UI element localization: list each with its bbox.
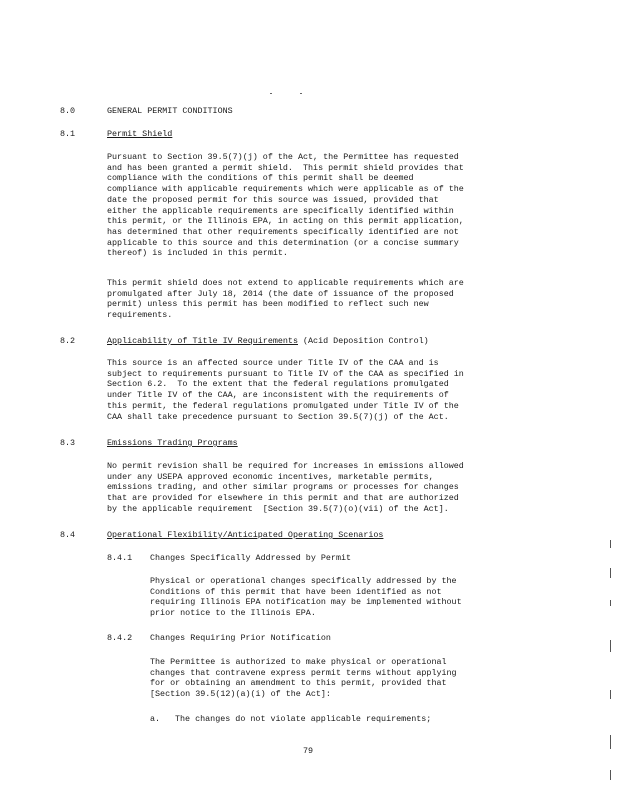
scan-artifact bbox=[610, 568, 611, 578]
title-iv-heading-suffix: (Acid Deposition Control) bbox=[297, 336, 429, 346]
scan-artifact bbox=[610, 640, 611, 652]
scan-artifact bbox=[610, 735, 611, 749]
item-number-8-4-1: 8.4.1 bbox=[107, 553, 133, 563]
subsection-number-8-4: 8.4 bbox=[60, 530, 76, 540]
list-item-text: The changes do not violate applicable requirements; bbox=[175, 714, 432, 724]
item-title-8-4-1: Changes Specifically Addressed by Permit bbox=[150, 553, 352, 563]
subsection-title-operational-flexibility: Operational Flexibility/Anticipated Operating Scenarios bbox=[107, 530, 384, 540]
subsection-number-8-1: 8.1 bbox=[60, 129, 76, 139]
item-text-8-4-1: Physical or operational changes specifically addressed by the Conditions of this permit that have been identified as not requiring Illinois EPA notification may be implemented without prior notice to the Illinois EPA. bbox=[150, 576, 462, 619]
item-text-8-4-2: The Permittee is authorized to make physical or operational changes that contravene express permit terms without applying for or obtaining an amendment to this permit, provided that [Section 39.5(12)(a)(i) of the Act]: bbox=[150, 657, 457, 700]
permit-shield-paragraph-1: Pursuant to Section 39.5(7)(j) of the Act, the Permittee has requested and has been granted a permit shield. This permit shield provides that compliance with the conditions of this permit shall be deemed compliance with applicable requirements which were applicable as of the date the proposed permit for this source was issued, provided that either the applicable requirements are specifically identified within this permit, or the Illinois EPA, in acting on this permit application, has determined that other requirements specifically identified are not applicable to this source and this determination (or a concise summary thereof) is included in this permit. bbox=[107, 152, 464, 259]
subsection-title-title-iv bbox=[107, 336, 429, 347]
scan-artifact bbox=[610, 600, 611, 606]
scan-artifact bbox=[610, 540, 611, 548]
item-number-8-4-2: 8.4.2 bbox=[107, 633, 133, 643]
permit-shield-paragraph-2: This permit shield does not extend to applicable requirements which are promulgated after July 18, 2014 (the date of issuance of the proposed permit) unless this permit has been modified to reflect such new requirements. bbox=[107, 278, 464, 321]
scan-artifact bbox=[610, 770, 611, 780]
scan-artifact bbox=[610, 690, 611, 699]
emissions-trading-paragraph: No permit revision shall be required for increases in emissions allowed under any USEPA approved economic incentives, marketable permits, emissions trading, and other similar programs or processes for changes that are provided for elsewhere in this permit and that are authorized by the applicable requirement [Section 39.5(7)(o)(vii) of the Act]. bbox=[107, 461, 464, 514]
list-item-marker: a. bbox=[150, 714, 161, 724]
page-number: 79 bbox=[303, 746, 314, 756]
title-iv-heading-underlined: Applicability of Title IV Requirements bbox=[107, 336, 298, 346]
subsection-number-8-2: 8.2 bbox=[60, 336, 76, 346]
section-title: GENERAL PERMIT CONDITIONS bbox=[107, 106, 233, 116]
title-iv-paragraph: This source is an affected source under Title IV of the CAA and is subject to requirements pursuant to Title IV of the CAA as specified in Section 6.2. To the extent that the federal regulations promulgated under Title IV of the CAA, are inconsistent with the requirements of this permit, the federal regulations promulgated under Title IV of the CAA shall take precedence pursuant to Section 39.5(7)(j) of the Act. bbox=[107, 358, 464, 422]
item-title-8-4-2: Changes Requiring Prior Notification bbox=[150, 633, 331, 643]
subsection-title-permit-shield: Permit Shield bbox=[107, 129, 173, 139]
subsection-number-8-3: 8.3 bbox=[60, 438, 76, 448]
section-number: 8.0 bbox=[60, 106, 76, 116]
scan-speck bbox=[270, 93, 272, 94]
subsection-title-emissions-trading: Emissions Trading Programs bbox=[107, 438, 238, 448]
scan-speck bbox=[300, 93, 302, 94]
